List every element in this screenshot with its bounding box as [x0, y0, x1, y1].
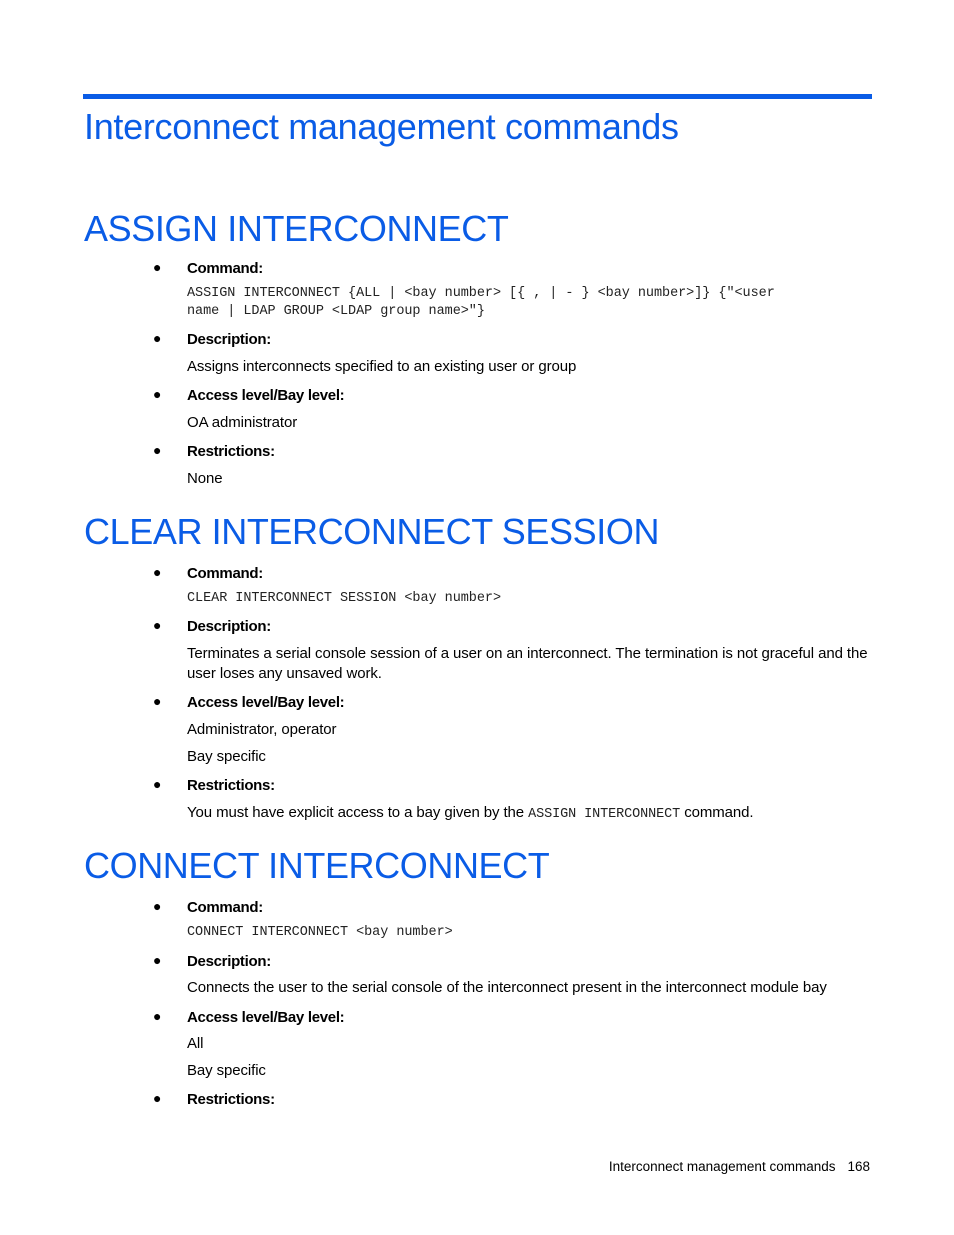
chapter-top-rule [83, 94, 872, 99]
access-level-label: Access level/Bay level: [187, 387, 345, 404]
bullet-dot-icon: ● [153, 693, 162, 709]
bullet-dot-icon: ● [153, 1090, 162, 1106]
restrictions-text [187, 804, 753, 822]
bullet-dot-icon: ● [153, 330, 162, 346]
section-title-connect-interconnect: CONNECT INTERCONNECT [84, 845, 550, 886]
footer-section-name: Interconnect management commands [608, 1159, 836, 1174]
access-level-label: Access level/Bay level: [187, 1009, 345, 1026]
description-text-line-2: user loses any unsaved work. [187, 665, 382, 682]
bullet-dot-icon: ● [153, 617, 162, 633]
section-title-clear-interconnect-session: CLEAR INTERCONNECT SESSION [84, 511, 660, 552]
command-syntax-line-1: CONNECT INTERCONNECT <bay number> [187, 925, 453, 940]
access-bay-text: Bay specific [187, 748, 266, 765]
restrictions-text-pre: You must have explicit access to a bay given by the [187, 804, 529, 821]
access-bay-text: Bay specific [187, 1062, 266, 1079]
command-syntax-line-1: ASSIGN INTERCONNECT {ALL | <bay number> [{ , | - } <bay number>]} {"<user [187, 286, 775, 301]
command-label: Command: [187, 260, 263, 277]
command-label: Command: [187, 899, 263, 916]
restrictions-label: Restrictions: [187, 1091, 275, 1108]
bullet-dot-icon: ● [153, 952, 162, 968]
page-footer [609, 1159, 870, 1174]
description-label: Description: [187, 953, 271, 970]
access-level-text: Administrator, operator [187, 721, 337, 738]
bullet-dot-icon: ● [153, 386, 162, 402]
description-text: Connects the user to the serial console of the interconnect present in the interconnect module bay [187, 979, 827, 996]
access-level-text: All [187, 1035, 204, 1052]
bullet-dot-icon: ● [153, 564, 162, 580]
command-syntax-line-1: CLEAR INTERCONNECT SESSION <bay number> [187, 591, 502, 606]
page-number: 168 [847, 1159, 870, 1174]
restrictions-text-post: command. [680, 804, 754, 821]
bullet-dot-icon: ● [153, 898, 162, 914]
restrictions-text: None [187, 470, 223, 487]
restrictions-label: Restrictions: [187, 777, 275, 794]
bullet-dot-icon: ● [153, 1008, 162, 1024]
description-label: Description: [187, 331, 271, 348]
description-text: Assigns interconnects specified to an existing user or group [187, 358, 577, 375]
restrictions-label: Restrictions: [187, 443, 275, 460]
description-label: Description: [187, 618, 271, 635]
bullet-dot-icon: ● [153, 776, 162, 792]
bullet-dot-icon: ● [153, 442, 162, 458]
bullet-dot-icon: ● [153, 259, 162, 275]
access-level-label: Access level/Bay level: [187, 694, 345, 711]
restrictions-command-code: ASSIGN INTERCONNECT [528, 807, 681, 822]
command-syntax-line-2: name | LDAP GROUP <LDAP group name>"} [187, 304, 485, 319]
section-title-assign-interconnect: ASSIGN INTERCONNECT [84, 208, 509, 249]
access-level-text: OA administrator [187, 414, 298, 431]
description-text-line-1: Terminates a serial console session of a user on an interconnect. The termination is not graceful and the [187, 645, 868, 662]
chapter-title: Interconnect management commands [84, 106, 679, 147]
command-label: Command: [187, 565, 263, 582]
